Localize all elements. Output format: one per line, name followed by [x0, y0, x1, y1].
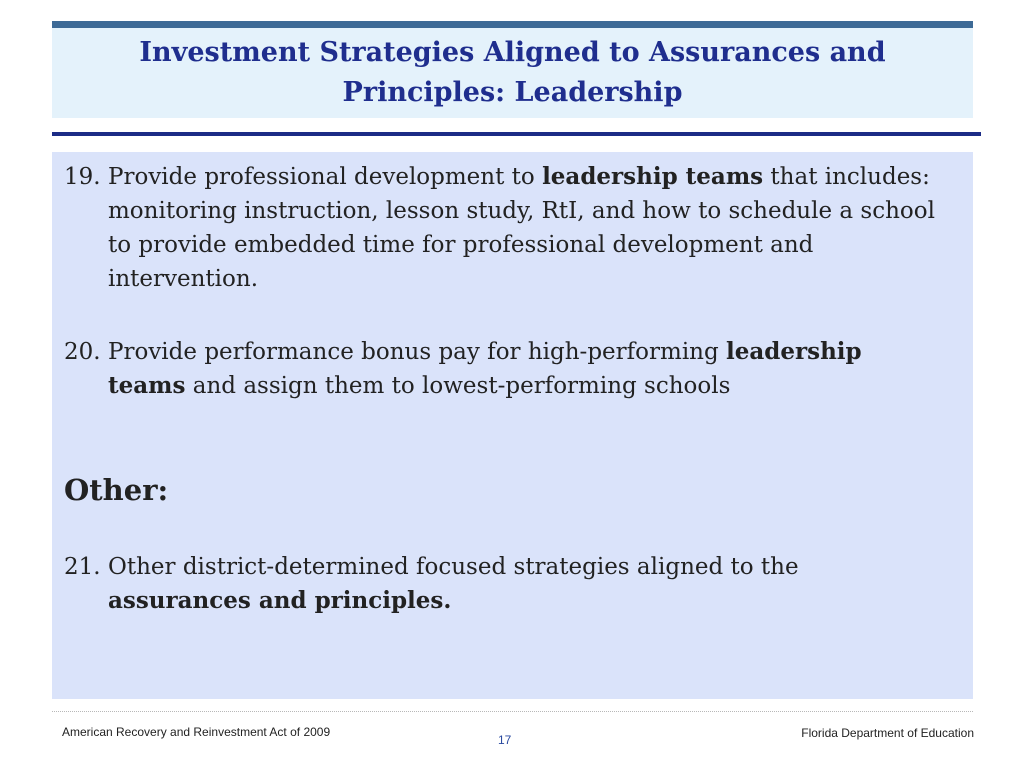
item-text — [64, 160, 944, 296]
title-banner — [52, 28, 973, 118]
item-text-bold: leadership teams — [542, 163, 764, 190]
item-text-bold: leadership teams — [108, 338, 862, 399]
item-text — [64, 335, 944, 403]
list-item-20 — [64, 335, 944, 403]
item-text-plain: Provide performance bonus pay for high-performing — [108, 339, 727, 365]
item-number: 19. — [64, 164, 101, 190]
item-text-plain: and assign them to lowest-performing schools — [185, 373, 731, 399]
item-text — [64, 550, 944, 618]
footer-left-text: American Recovery and Reinvestment Act of 2009 — [62, 725, 331, 739]
item-text-bold: assurances and principles. — [108, 587, 452, 614]
other-heading: Other: — [64, 473, 169, 507]
footer-divider — [52, 711, 973, 712]
top-accent-bar — [52, 21, 973, 28]
item-text-plain: that includes: monitoring instruction, lesson study, RtI, and how to schedule a school to provide embedded time for professional development and intervention. — [108, 164, 935, 292]
title-divider — [52, 132, 981, 136]
list-item-19 — [64, 160, 944, 296]
footer-right-text: Florida Department of Education — [801, 726, 974, 740]
page-number: 17 — [498, 733, 512, 747]
item-text-plain: Other district-determined focused strategies aligned to the — [108, 554, 799, 580]
slide-title: Investment Strategies Aligned to Assurances and Principles: Leadership — [139, 37, 886, 108]
item-number: 20. — [64, 339, 101, 365]
item-text-plain: Provide professional development to — [108, 164, 543, 190]
list-item-21 — [64, 550, 944, 618]
item-number: 21. — [64, 554, 101, 580]
content-box — [52, 152, 973, 699]
